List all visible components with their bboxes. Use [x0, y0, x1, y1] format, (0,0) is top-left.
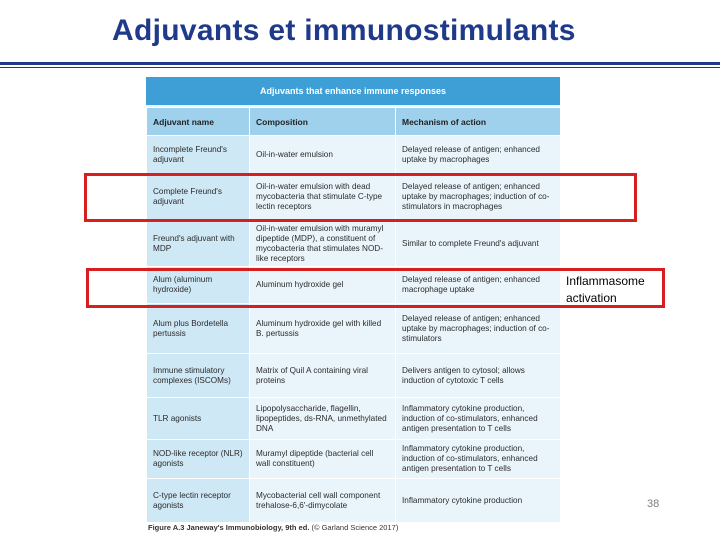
figure-header: Adjuvants that enhance immune responses [146, 77, 560, 105]
column-header-name: Adjuvant name [147, 108, 250, 136]
cell-mechanism: Delayed release of antigen; enhanced uptake by macrophages; induction of co-stimulators in macrophages [396, 174, 561, 221]
column-header-composition: Composition [250, 108, 396, 136]
cell-adjuvant-name: Alum plus Bordetella pertussis [147, 304, 250, 354]
title-underline [0, 62, 720, 65]
cell-adjuvant-name: Immune stimulatory complexes (ISCOMs) [147, 354, 250, 398]
cell-adjuvant-name: C-type lectin receptor agonists [147, 479, 250, 523]
cell-mechanism: Delayed release of antigen; enhanced uptake by macrophages [396, 136, 561, 174]
cell-adjuvant-name: TLR agonists [147, 398, 250, 440]
cell-adjuvant-name: NOD-like receptor (NLR) agonists [147, 440, 250, 479]
cell-mechanism: Delivers antigen to cytosol; allows induction of cytotoxic T cells [396, 354, 561, 398]
cell-mechanism: Inflammatory cytokine production, induction of co-stimulators, enhanced antigen presentation to T cells [396, 440, 561, 479]
cell-composition: Matrix of Quil A containing viral proteins [250, 354, 396, 398]
caption-source: Figure A.3 Janeway's Immunobiology, 9th ed. [148, 523, 310, 532]
figure-caption [148, 523, 398, 532]
table-row [147, 304, 561, 354]
cell-composition: Oil-in-water emulsion [250, 136, 396, 174]
cell-composition: Aluminum hydroxide gel with killed B. pertussis [250, 304, 396, 354]
table-row [147, 440, 561, 479]
column-header-mechanism: Mechanism of action [396, 108, 561, 136]
annotation-line-2: activation [566, 291, 617, 305]
highlight-box-complete-freund [84, 173, 637, 222]
cell-mechanism: Inflammatory cytokine production [396, 479, 561, 523]
table-row [147, 354, 561, 398]
cell-composition: Lipopolysaccharide, flagellin, lipopeptides, ds-RNA, unmethylated DNA [250, 398, 396, 440]
caption-copyright: (© Garland Science 2017) [309, 523, 399, 532]
cell-mechanism: Delayed release of antigen; enhanced uptake by macrophages; induction of co-stimulators [396, 304, 561, 354]
cell-composition: Aluminum hydroxide gel [250, 267, 396, 304]
cell-adjuvant-name: Freund's adjuvant with MDP [147, 221, 250, 267]
cell-composition: Oil-in-water emulsion with muramyl dipeptide (MDP), a constituent of mycobacteria that stimulates NOD-like receptors [250, 221, 396, 267]
slide-title: Adjuvants et immunostimulants [112, 14, 576, 47]
adjuvant-table [146, 107, 561, 523]
cell-adjuvant-name: Alum (aluminum hydroxide) [147, 267, 250, 304]
cell-mechanism: Delayed release of antigen; enhanced macrophage uptake [396, 267, 561, 304]
table-row [147, 136, 561, 174]
cell-composition: Oil-in-water emulsion with dead mycobacteria that stimulate C-type lectin receptors [250, 174, 396, 221]
title-underline-thin [0, 67, 720, 68]
annotation-line-1: Inflammasome [566, 274, 645, 288]
cell-mechanism: Inflammatory cytokine production, induction of co-stimulators, enhanced antigen presentation to T cells [396, 398, 561, 440]
table-row [147, 479, 561, 523]
cell-mechanism: Similar to complete Freund's adjuvant [396, 221, 561, 267]
page-number: 38 [647, 498, 660, 510]
cell-composition: Mycobacterial cell wall component trehalose-6,6'-dimycolate [250, 479, 396, 523]
cell-adjuvant-name: Incomplete Freund's adjuvant [147, 136, 250, 174]
table-header-row [147, 108, 561, 136]
inflammasome-annotation [566, 273, 645, 307]
cell-adjuvant-name: Complete Freund's adjuvant [147, 174, 250, 221]
table-row [147, 221, 561, 267]
cell-composition: Muramyl dipeptide (bacterial cell wall constituent) [250, 440, 396, 479]
table-row [147, 398, 561, 440]
